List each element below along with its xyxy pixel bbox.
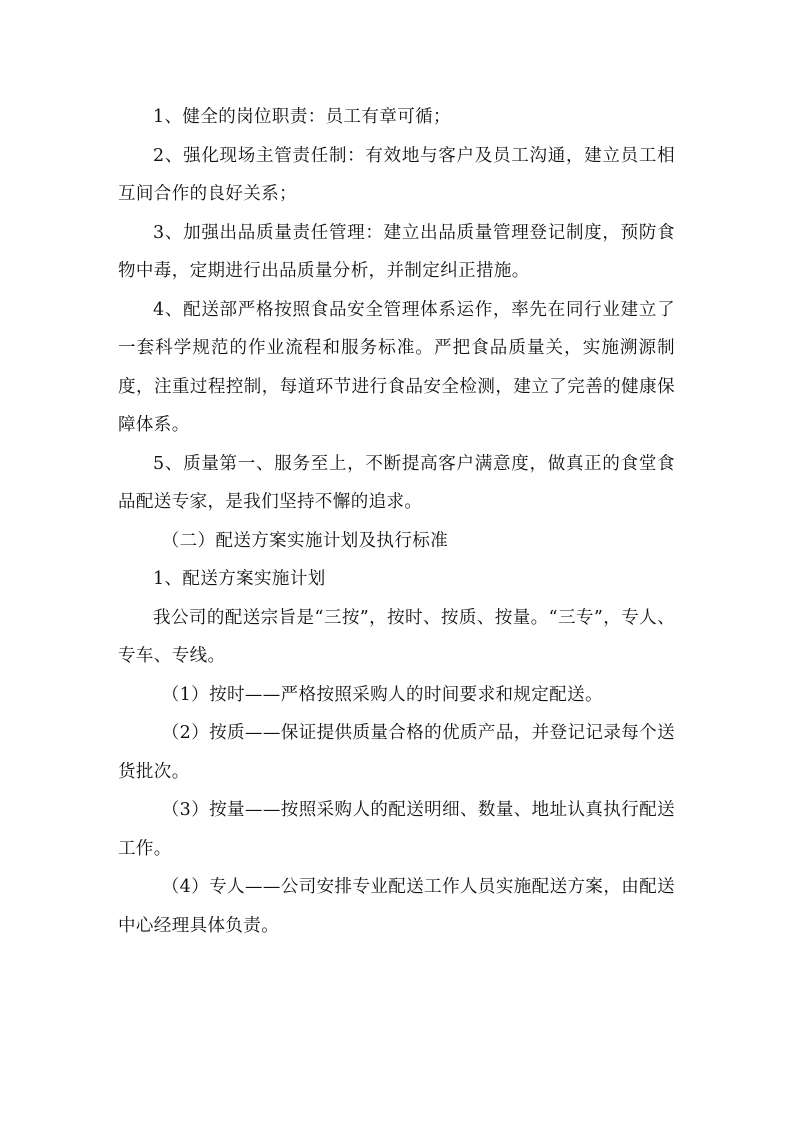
list-item-on-quality: （2）按质——保证提供质量合格的优质产品，并登记记录每个送货批次。 — [118, 723, 675, 782]
paragraph-site-supervisor: 2、强化现场主管责任制：有效地与客户及员工沟通，建立员工相互间合作的良好关系； — [118, 145, 675, 204]
paragraph-job-duties: 1、健全的岗位职责：员工有章可循； — [153, 107, 451, 127]
paragraph-quality-first: 5、质量第一、服务至上，不断提高客户满意度，做真正的食堂食品配送专家，是我们坚持不懈的追求。 — [118, 453, 675, 512]
list-item-dedicated-staff: （4）专人——公司安排专业配送工作人员实施配送方案，由配送中心经理具体负责。 — [118, 877, 675, 936]
paragraph-delivery-principles: 我公司的配送宗旨是“三按”，按时、按质、按量。“三专”，专人、专车、专线。 — [118, 607, 675, 666]
subheading-implementation-plan: 1、配送方案实施计划 — [153, 569, 326, 589]
paragraph-food-safety-system: 4、配送部严格按照食品安全管理体系运作，率先在同行业建立了一套科学规范的作业流程和服务标准。严把食品质量关，实施溯源制度，注重过程控制，每道环节进行食品安全检测，建立了完善的健康保障体系。 — [118, 299, 675, 435]
list-item-on-quantity: （3）按量——按照采购人的配送明细、数量、地址认真执行配送工作。 — [118, 800, 675, 859]
list-item-on-time: （1）按时——严格按照采购人的时间要求和规定配送。 — [161, 684, 603, 705]
section-heading-delivery-plan: （二）配送方案实施计划及执行标准 — [161, 530, 449, 551]
paragraph-output-quality: 3、加强出品质量责任管理：建立出品质量管理登记制度，预防食物中毒，定期进行出品质量分析，并制定纠正措施。 — [118, 222, 675, 281]
